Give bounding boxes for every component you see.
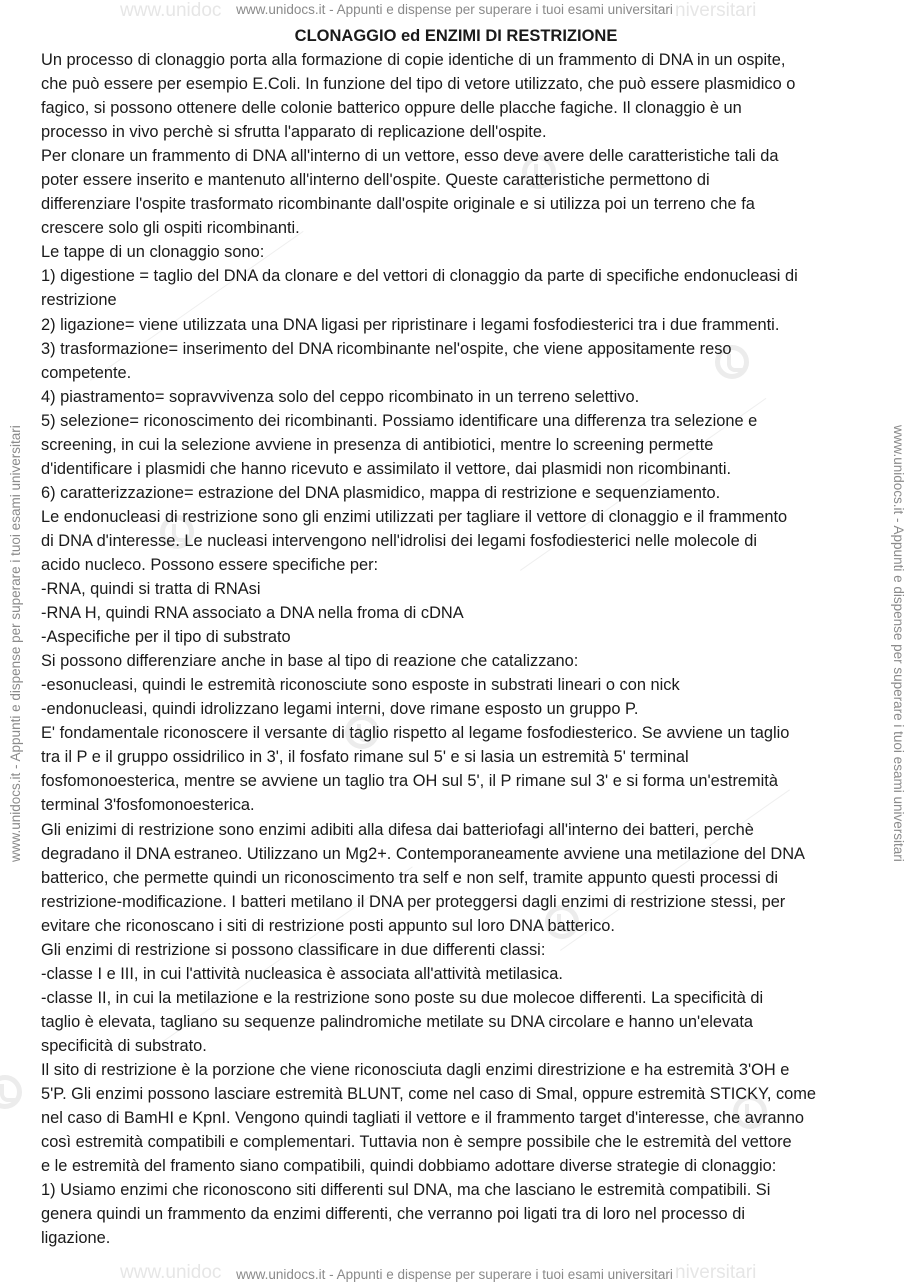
text-line: -Aspecifiche per il tipo di substrato	[41, 628, 291, 647]
watermark-ghost-bottom-right: niversitari	[675, 1262, 757, 1283]
text-line: genera quindi un frammento da enzimi differenti, che verranno poi ligati tra di loro nel processo di	[41, 1205, 745, 1224]
watermark-banner-left: www.unidocs.it - Appunti e dispense per superare i tuoi esami universitari	[8, 424, 23, 862]
text-line: crescere solo gli ospiti ricombinanti.	[41, 219, 300, 238]
text-line: -RNA, quindi si tratta di RNAsi	[41, 580, 261, 599]
text-line: processo in vivo perchè si sfrutta l'apparato di replicazione dell'ospite.	[41, 123, 547, 142]
text-line: E' fondamentale riconoscere il versante di taglio rispetto al legame fosfodiesterico. Se avviene un taglio	[41, 724, 790, 743]
watermark-banner-bottom: www.unidocs.it - Appunti e dispense per superare i tuoi esami universitari	[236, 1267, 673, 1282]
text-line: -esonucleasi, quindi le estremità riconosciute sono esposte in substrati lineari o con nick	[41, 676, 680, 695]
text-line: fosfomonoesterica, mentre se avviene un taglio tra OH sul 5', il P rimane sul 3' e si forma un'estremità	[41, 772, 778, 791]
text-line: Gli enizimi di restrizione sono enzimi adibiti alla difesa dai batteriofagi all'interno dei batteri, perchè	[41, 820, 754, 839]
document-title: CLONAGGIO ed ENZIMI DI RESTRIZIONE	[294, 27, 618, 45]
text-line: acido nucleco. Possono essere specifiche per:	[41, 555, 379, 574]
text-line: ligazione.	[41, 1229, 111, 1248]
text-line: taglio è elevata, tagliano su sequenze palindromiche metilate su DNA circolare e hanno un'elevata	[41, 1012, 754, 1031]
text-line: 3) trasformazione= inserimento del DNA ricombinante nel'ospite, che viene appositamente reso	[41, 339, 732, 358]
text-line: Il sito di restrizione è la porzione che viene riconosciuta dagli enzimi direstrizione e ha estremità 3'OH e	[41, 1060, 790, 1079]
text-line: Le endonucleasi di restrizione sono gli enzimi utilizzati per tagliare il vettore di clonaggio e il frammento	[41, 507, 788, 526]
text-line: restrizione-modificazione. I batteri metilano il DNA per proteggersi dagli enzimi di restrizione stessi, per	[41, 892, 786, 911]
text-line: nel caso di BamHI e KpnI. Vengono quindi tagliati il vettore e il frammento target d'interesse, che avranno	[41, 1109, 804, 1128]
text-line: competente.	[41, 363, 132, 382]
text-line: 5) selezione= riconoscimento dei ricombinanti. Possiamo identificare una differenza tra selezione e	[41, 411, 758, 430]
text-line: tra il P e il gruppo ossidrilico in 3', il fosfato rimane sul 5' e si lasia un estremità 5' terminal	[41, 748, 689, 767]
text-line: di DNA d'interesse. Le nucleasi intervengono nell'idrolisi dei legami fosfodiesterici nelle molecole di	[41, 531, 757, 550]
text-line: differenziare l'ospite trasformato ricombinante dall'ospite originale e si utilizza poi un terreno che fa	[41, 195, 755, 214]
text-line: Un processo di clonaggio porta alla formazione di copie identiche di un frammento di DNA in un ospite,	[41, 51, 786, 69]
watermark-ghost-top-right: niversitari	[675, 0, 757, 21]
text-line: Per clonare un frammento di DNA all'interno di un vettore, esso deve avere delle caratteristiche tali da	[41, 147, 779, 166]
unidocs-logo-icon	[0, 1075, 22, 1109]
paragraph-lines	[41, 48, 871, 1250]
text-line: -RNA H, quindi RNA associato a DNA nella froma di cDNA	[41, 604, 464, 623]
text-line: 2) ligazione= viene utilizzata una DNA ligasi per ripristinare i legami fosfodiesterici tra i due frammenti.	[41, 315, 780, 334]
text-line: fagico, si possono ottenere delle colonie batterico oppure delle placche fagiche. Il clonaggio è un	[41, 99, 742, 118]
text-line: terminal 3'fosfomonoesterica.	[41, 796, 255, 815]
watermark-ghost-bottom-left: www.unidoc	[120, 1262, 222, 1283]
text-line: Le tappe di un clonaggio sono:	[41, 243, 265, 262]
text-line: 4) piastramento= sopravvivenza solo del ceppo ricombinato in un terreno selettivo.	[41, 387, 640, 406]
text-line: 6) caratterizzazione= estrazione del DNA plasmidico, mappa di restrizione e sequenziamento.	[41, 483, 721, 502]
text-line: specificità di substrato.	[41, 1036, 207, 1055]
text-line: evitare che riconoscano i siti di restrizione posti appunto sul loro DNA batterico.	[41, 916, 615, 935]
text-line: d'identificare i plasmidi che hanno ricevuto e assimilato il vettore, dai plasmidi non ricombinanti.	[41, 459, 732, 478]
text-line: batterico, che permette quindi un riconoscimento tra self e non self, tramite appunto questi processi di	[41, 868, 779, 887]
text-line: poter essere inserito e mantenuto all'interno dell'ospite. Queste caratteristiche permettono di	[41, 171, 710, 190]
text-line: 5'P. Gli enzimi possono lasciare estremità BLUNT, come nel caso di Smal, oppure estremità STICKY, come	[41, 1085, 817, 1104]
text-line: screening, in cui la selezione avviene in presenza di antibiotici, mentre lo screening permette	[41, 435, 714, 454]
text-line: restrizione	[41, 291, 117, 310]
text-line: 1) Usiamo enzimi che riconoscono siti differenti sul DNA, ma che lasciano le estremità compatibili. Si	[41, 1181, 771, 1200]
text-line: -classe I e III, in cui l'attività nucleasica è associata all'attività metilasica.	[41, 964, 563, 983]
text-line: che può essere per esempio E.Coli. In funzione del tipo di vetore utilizzato, che può essere plasmidico o	[41, 75, 796, 94]
text-line: Gli enzimi di restrizione si possono classificare in due differenti classi:	[41, 940, 546, 959]
text-line: 1) digestione = taglio del DNA da clonare e del vettori di clonaggio da parte di specifiche endonucleasi di	[41, 267, 798, 286]
text-line: degradano il DNA estraneo. Utilizzano un Mg2+. Contemporaneamente avviene una metilazione del DNA	[41, 844, 805, 863]
text-line: -endonucleasi, quindi idrolizzano legami interni, dove rimane esposto un gruppo P.	[41, 700, 639, 719]
text-line: Si possono differenziare anche in base al tipo di reazione che catalizzano:	[41, 652, 579, 671]
document-body	[41, 24, 871, 1250]
watermark-banner-top: www.unidocs.it - Appunti e dispense per superare i tuoi esami universitari	[236, 2, 673, 17]
text-line: e le estremità del framento siano compatibili, quindi dobbiamo adottare diverse strategie di clonaggio:	[41, 1157, 777, 1176]
text-line: -classe II, in cui la metilazione e la restrizione sono poste su due molecoe differenti. La specificità di	[41, 988, 764, 1007]
watermark-banner-right: www.unidocs.it - Appunti e dispense per superare i tuoi esami universitari	[891, 424, 906, 862]
watermark-ghost-top-left: www.unidoc	[120, 0, 222, 21]
text-line: così estremità compatibili e complementari. Tuttavia non è sempre possibile che le estremità del vettore	[41, 1133, 792, 1152]
